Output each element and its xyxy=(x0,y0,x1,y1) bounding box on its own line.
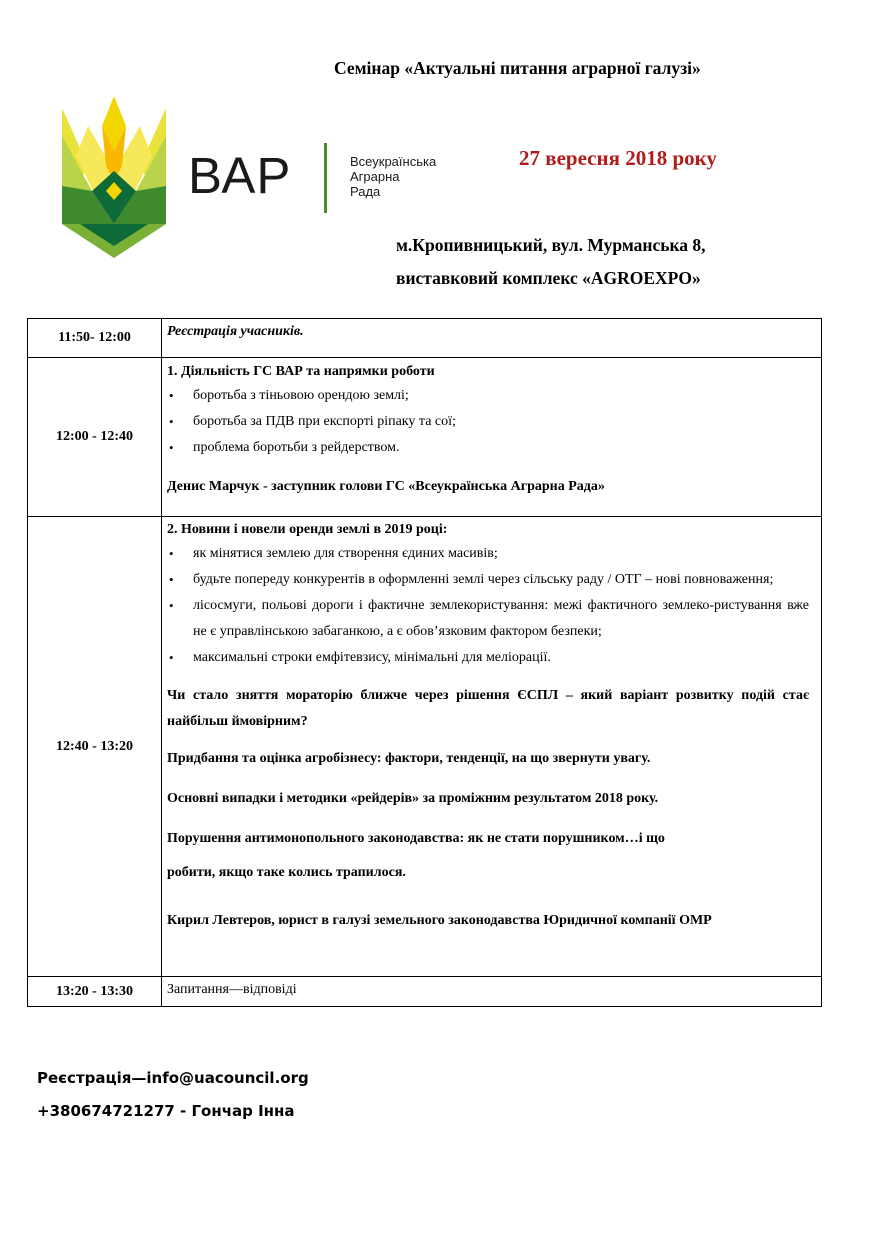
list-item: • боротьба за ПДВ при експорті ріпаку та сої; xyxy=(167,409,809,435)
venue-line-2: виставковий комплекс «AGROEXPO» xyxy=(396,268,701,288)
topic-paragraph: Основні випадки і методики «рейдерів» за проміжним результатом 2018 року. xyxy=(167,791,659,806)
content-cell xyxy=(162,358,822,517)
table-row xyxy=(28,977,822,1007)
time-cell: 12:00 - 12:40 xyxy=(28,358,162,517)
logo-divider xyxy=(324,143,327,213)
venue-line-1: м.Кропивницький, вул. Мурманська 8, xyxy=(396,235,706,255)
phone-contact: +380674721277 - Гончар Інна xyxy=(37,1102,295,1120)
list-item: • максимальні строки емфітевзису, мінімальні для меліорації. xyxy=(167,645,809,671)
time-cell: 11:50- 12:00 xyxy=(28,319,162,358)
organization-name xyxy=(350,154,436,199)
content-cell xyxy=(162,977,822,1007)
contact-block xyxy=(37,1062,309,1128)
topic-heading: 2. Новини і новели оренди землі в 2019 році: xyxy=(167,522,448,537)
speaker: Кирил Левтеров, юрист в галузі земельного законодавства Юридичної компанії ОМР xyxy=(167,913,712,928)
question-paragraph: Чи стало зняття мораторію ближче через рішення ЄСПЛ – який варіант розвитку подій стає найбільш ймовірним? xyxy=(167,688,809,729)
topic-heading: 1. Діяльність ГС ВАР та напрямки роботи xyxy=(167,364,435,379)
time-cell: 13:20 - 13:30 xyxy=(28,977,162,1007)
org-line-3: Рада xyxy=(350,184,381,199)
venue-address xyxy=(396,229,706,295)
topic-paragraph: Придбання та оцінка агробізнесу: фактори, тенденції, на що звернути увагу. xyxy=(167,751,651,766)
topic-paragraph: Порушення антимонопольного законодавства: як не стати порушником…і що xyxy=(167,831,665,846)
seminar-title: Семінар «Актуальні питання аграрної галузі» xyxy=(334,58,701,78)
table-row xyxy=(28,358,822,517)
list-item: • проблема боротьби з рейдерством. xyxy=(167,435,809,461)
speaker: Денис Марчук - заступник голови ГС «Всеукраїнська Аграрна Рада» xyxy=(167,479,605,494)
qa-note: Запитання—відповіді xyxy=(167,982,297,997)
logo-wordmark: ВАР xyxy=(188,147,292,204)
list-item: • боротьба з тіньовою орендою землі; xyxy=(167,383,809,409)
list-item: • будьте попереду конкурентів в оформленні землі через сільську раду / ОТГ – нові повноваження; xyxy=(167,567,809,593)
topic-paragraph: робити, якщо таке колись трапилося. xyxy=(167,865,406,880)
registration-note: Реєстрація учасників. xyxy=(167,324,304,339)
table-row xyxy=(28,319,822,358)
list-item: • як мінятися землею для створення єдиних масивів; xyxy=(167,541,809,567)
time-cell: 12:40 - 13:20 xyxy=(28,517,162,977)
org-line-1: Всеукраїнська xyxy=(350,154,437,169)
topic-list xyxy=(167,383,809,461)
list-item: • лісосмуги, польові дороги і фактичне землекористування: межі фактичного землеко-ристування вже не є управлінською забаганкою, а є обов’язковим фактором безпеки; xyxy=(167,593,809,645)
org-line-2: Аграрна xyxy=(350,169,400,184)
table-row xyxy=(28,517,822,977)
event-date: 27 вересня 2018 року xyxy=(519,146,717,170)
schedule-table xyxy=(27,318,822,1007)
content-cell xyxy=(162,517,822,977)
trident-logo-icon xyxy=(62,96,166,258)
content-cell xyxy=(162,319,822,358)
topic-list xyxy=(167,541,809,671)
registration-contact: Реєстрація—info@uacouncil.org xyxy=(37,1069,309,1087)
